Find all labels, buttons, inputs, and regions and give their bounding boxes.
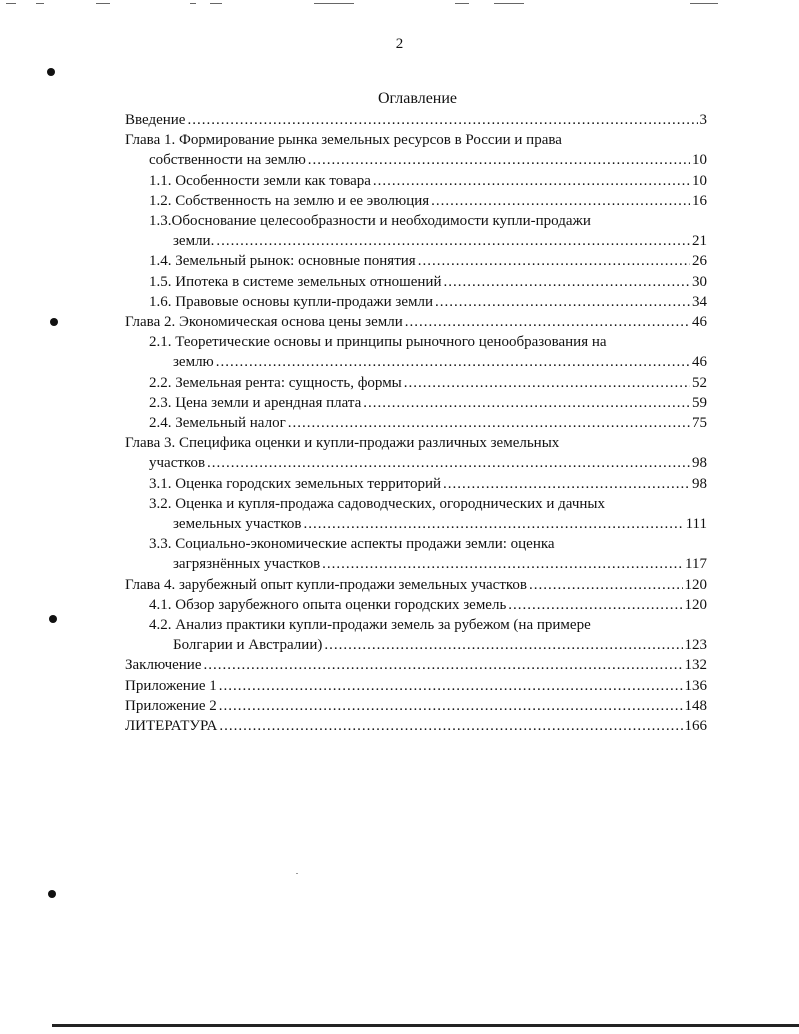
toc-entry-line — [149, 595, 707, 615]
toc-page-number: 111 — [685, 516, 707, 533]
binder-hole-dot — [48, 890, 56, 898]
toc-entry[interactable] — [125, 413, 707, 433]
scan-speck — [296, 873, 298, 874]
toc-entry[interactable] — [125, 615, 707, 655]
toc-entry-title-line: 3.3. Социально-экономические аспекты продажи земли: оценка — [149, 536, 555, 553]
toc-entry-title-line: Болгарии и Австралии) — [173, 637, 323, 654]
toc-page-number: 75 — [692, 415, 707, 432]
toc-entry-title-line: 1.6. Правовые основы купли-продажи земли — [149, 293, 433, 310]
dot-leader — [288, 413, 690, 433]
toc-entry-title-line: Глава 3. Специфика оценки и купли-продажи различных земельных — [125, 435, 560, 452]
toc-entry-title-line: Приложение 2 — [125, 697, 217, 714]
dot-leader — [204, 655, 683, 675]
toc-page-number: 10 — [692, 152, 707, 169]
dot-leader — [308, 150, 690, 170]
dot-leader — [219, 696, 683, 716]
toc-entry[interactable] — [125, 494, 707, 534]
table-of-contents — [125, 110, 707, 736]
dot-leader — [216, 352, 690, 372]
toc-entry-title-line: 1.1. Особенности земли как товара — [149, 172, 371, 189]
toc-entry-line — [149, 352, 707, 372]
toc-entry[interactable] — [125, 393, 707, 413]
dot-leader — [303, 514, 683, 534]
toc-entry-line — [149, 373, 707, 393]
toc-entry-line — [125, 110, 707, 130]
toc-entry[interactable] — [125, 211, 707, 251]
toc-entry-line — [149, 231, 707, 251]
toc-page-number: 46 — [692, 354, 707, 371]
toc-entry[interactable] — [125, 595, 707, 615]
toc-page-number: 52 — [692, 374, 707, 391]
toc-entry-line — [149, 272, 707, 292]
toc-entry[interactable] — [125, 130, 707, 170]
toc-entry-line — [149, 635, 707, 655]
page-number: 2 — [395, 36, 404, 52]
dot-leader — [219, 716, 682, 736]
toc-entry[interactable] — [125, 292, 707, 312]
toc-entry-title-line: Глава 4. зарубежный опыт купли-продажи земельных участков — [125, 576, 527, 593]
toc-entry-line — [125, 696, 707, 716]
dot-leader — [404, 373, 690, 393]
toc-page-number: 16 — [692, 192, 707, 209]
toc-entry-line — [149, 413, 707, 433]
toc-entry-line — [125, 655, 707, 675]
toc-entry-title-line: 2.4. Земельный налог — [149, 415, 286, 432]
toc-entry-title-line: землю — [173, 354, 214, 371]
toc-entry-line — [149, 251, 707, 271]
toc-entry-title-line: 2.2. Земельная рента: сущность, формы — [149, 374, 402, 391]
toc-entry[interactable] — [125, 696, 707, 716]
toc-entry-title-line: ЛИТЕРАТУРА — [125, 718, 218, 735]
toc-entry-title-line: 4.1. Обзор зарубежного опыта оценки городских земель — [149, 596, 507, 613]
toc-entry[interactable] — [125, 575, 707, 595]
toc-page-number: 136 — [684, 677, 707, 694]
toc-page-number: 3 — [699, 112, 707, 128]
toc-page-number: 34 — [692, 293, 707, 310]
toc-entry-title-line: земли. — [173, 233, 215, 250]
toc-entry[interactable] — [125, 373, 707, 393]
toc-page-number: 59 — [692, 394, 707, 411]
toc-page-number: 98 — [692, 475, 707, 492]
dot-leader — [529, 575, 683, 595]
binder-hole-dot — [50, 318, 58, 326]
toc-entry[interactable] — [125, 312, 707, 332]
toc-entry[interactable] — [125, 433, 707, 473]
toc-page-number: 26 — [692, 253, 707, 270]
dot-leader — [363, 393, 690, 413]
toc-entry-line — [125, 716, 707, 736]
toc-entry[interactable] — [125, 272, 707, 292]
toc-page-number: 132 — [684, 657, 707, 674]
binder-hole-dot — [47, 68, 55, 76]
dot-leader — [207, 453, 690, 473]
toc-entry-line — [149, 474, 707, 494]
toc-entry-title-line: 3.1. Оценка городских земельных территорий — [149, 475, 442, 492]
toc-page-number: 21 — [692, 233, 707, 250]
toc-entry-title-line: Введение — [125, 112, 186, 128]
toc-page-number: 46 — [692, 314, 707, 331]
toc-entry-line — [149, 171, 707, 191]
toc-entry-title-line: 1.2. Собственность на землю и ее эволюция — [149, 192, 430, 209]
dot-leader — [405, 312, 690, 332]
toc-entry-title-line: Глава 2. Экономическая основа цены земли — [125, 314, 403, 331]
toc-entry-title-line: 4.2. Анализ практики купли-продажи земель за рубежом (на примере — [149, 617, 591, 634]
toc-entry-title-line: Приложение 1 — [125, 677, 217, 694]
toc-entry-line — [125, 575, 707, 595]
dot-leader — [443, 272, 690, 292]
toc-entry[interactable] — [125, 474, 707, 494]
dot-leader — [508, 595, 682, 615]
dot-leader — [322, 554, 683, 574]
toc-page-number: 117 — [685, 556, 707, 573]
toc-entry-title-line: Глава 1. Формирование рынка земельных ресурсов в России и права — [125, 132, 562, 149]
toc-entry-title-line: 1.3.Обоснование целесообразности и необходимости купли-продажи — [149, 213, 591, 230]
toc-entry[interactable] — [125, 191, 707, 211]
toc-page-number: 98 — [692, 455, 707, 472]
toc-entry-line — [149, 292, 707, 312]
bottom-rule — [52, 1024, 799, 1027]
toc-entry-line — [149, 514, 707, 534]
toc-entry-line — [125, 312, 707, 332]
dot-leader — [373, 171, 690, 191]
toc-entry-line — [125, 453, 707, 473]
toc-entry[interactable] — [125, 251, 707, 271]
toc-page-number: 148 — [684, 697, 707, 714]
toc-page-number: 10 — [692, 172, 707, 189]
toc-entry[interactable] — [125, 655, 707, 675]
toc-entry[interactable] — [125, 676, 707, 696]
toc-page-number: 30 — [692, 273, 707, 290]
toc-entry-line — [149, 191, 707, 211]
dot-leader — [187, 110, 697, 130]
toc-entry-line — [125, 150, 707, 170]
toc-entry-title-line: земельных участков — [173, 516, 302, 533]
dot-leader — [216, 231, 690, 251]
binder-hole-dot — [49, 615, 57, 623]
dot-leader — [431, 191, 690, 211]
dot-leader — [443, 474, 690, 494]
toc-entry-title-line: участков — [149, 455, 206, 472]
toc-page-number: 120 — [684, 576, 707, 593]
toc-entry-title-line: 1.4. Земельный рынок: основные понятия — [149, 253, 416, 270]
dot-leader — [219, 676, 683, 696]
scan-top-marks — [0, 0, 799, 8]
toc-page-number: 120 — [684, 596, 707, 613]
toc-entry-title-line: собственности на землю — [149, 152, 306, 169]
toc-page-number: 166 — [684, 718, 707, 735]
toc-entry[interactable] — [125, 110, 707, 130]
dot-leader — [435, 292, 690, 312]
toc-page-number: 123 — [684, 637, 707, 654]
toc-entry[interactable] — [125, 534, 707, 574]
toc-entry-title-line: Заключение — [125, 657, 202, 674]
toc-entry[interactable] — [125, 716, 707, 736]
toc-entry-title-line: 1.5. Ипотека в системе земельных отношений — [149, 273, 442, 290]
toc-entry-line — [149, 393, 707, 413]
dot-leader — [418, 251, 690, 271]
toc-heading: Оглавление — [377, 90, 458, 107]
toc-entry-title-line: 2.1. Теоретические основы и принципы рыночного ценообразования на — [149, 334, 607, 351]
dot-leader — [324, 635, 682, 655]
toc-entry-title-line: 3.2. Оценка и купля-продажа садоводческих, огороднических и дачных — [149, 495, 605, 512]
toc-entry[interactable] — [125, 332, 707, 372]
toc-entry-line — [125, 676, 707, 696]
toc-entry-title-line: загрязнённых участков — [173, 556, 321, 573]
toc-entry-line — [149, 554, 707, 574]
toc-entry[interactable] — [125, 171, 707, 191]
toc-entry-title-line: 2.3. Цена земли и арендная плата — [149, 394, 362, 411]
